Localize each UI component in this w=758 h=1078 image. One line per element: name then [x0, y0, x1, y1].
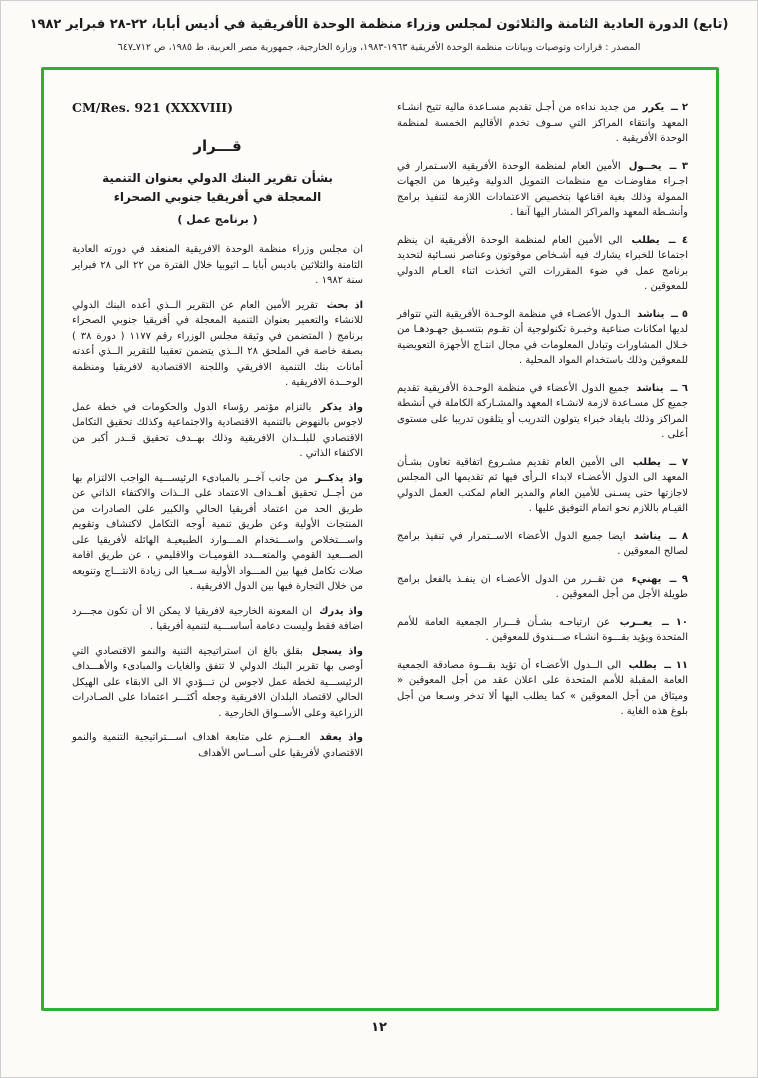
paragraph-number: ٣ ــ: [669, 160, 688, 172]
operative-paragraph: [397, 159, 688, 221]
paragraph-number: ٩ ــ: [669, 573, 688, 585]
paragraph-lead-word: واذ يسجل: [311, 645, 364, 657]
resolution-reference: CM/Res. 921 (XXXVIII): [72, 100, 234, 115]
operative-paragraph: [397, 615, 688, 646]
paragraph-number: ١١ ــ: [664, 659, 689, 671]
paragraph-text: ايضا جميع الدول الأعضاء الاســتمرار في تنفيذ برامج لصالح المعوقين .: [397, 530, 688, 557]
paragraph-lead-word: يناشد: [637, 308, 665, 320]
paragraph-lead-word: يناشد: [633, 530, 662, 542]
header-session-title: (تابع) الدورة العادية الثامنة والثلاثون لمجلس وزراء منظمة الوحدة الأفريقية في أديس أبابا، ٢٢-٢٨ فبراير ١٩٨٢: [29, 17, 729, 32]
preamble-paragraphs: [72, 242, 363, 761]
paragraph-text: من جديد نداءه من أجـل تقديم مسـاعدة مالية تتيح انشـاء المعهد وانتقاء المراكز التي سـوف تخدم الأقاليم الخمسة لمنظمة الوحدة الأفريقية .: [397, 102, 688, 144]
paragraph-text: من جانب آخــر بالمبادىء الرئيســـية الواجب الالتزام بها من أجــل تحقيق أهــداف الاعتماد على الــذات والاكتفاء الذاتي عن طريق الحد من اعتماد أفريقيا الحالي والكبير على الصادرات من المنتجات الأولية وعن طريق تنمية أوجه التكامل لاكتشاف وتقويم واســـتخلاص واســـتخدام المـــوارد الطبيعيـة الهائلة لأفريقيا على الصـــعيد القومي والمتعـــدد القوميـات والاقليمي ، عن طريق اقامة صلات تكامل فيها بين المـــواد الأولية ســعيا الى زيادة الانتـــاج وتنويعه من خلال التجارة فيها بين الدول الافريقية .: [72, 472, 363, 593]
operative-paragraphs-column: [397, 100, 688, 988]
paragraph-text: الى الأمين العام تقديم مشـروع اتفاقية تعاون بشـأن المعهد الى الدول الأعضـاء لابداء الـرأى فيها ثم تقديمها الى المجلس لاجازتها حتى يسـنى للأمين العام والمدير العام لمكتب العمل الدولي القيـام باللازم نحو اتمام التوفيق عليها .: [397, 456, 688, 514]
operative-paragraph: [397, 100, 688, 147]
preamble-paragraph: [72, 730, 363, 761]
paragraph-lead-word: واذ يذكر: [320, 401, 364, 413]
paragraph-lead-word: يطلب: [632, 456, 661, 468]
resolution-title: قـــرار: [193, 137, 242, 155]
paragraph-text: الأمين العام لمنظمة الوحدة الأفريقية الاسـتمرار في اجـراء مفاوضـات مع منظمات التمويل الدولية وغيرها من الجهات الممولة وذلك بغية اقناعها بتخصيص الاعتمادات اللازمة لتنفيذ برامج وأنشـطة المعهد والمراكز المشار اليها آنفا .: [397, 160, 688, 218]
paragraph-text: من تقــرر من الدول الأعضـاء ان ينفـذ بالفعل برامج طويلة الأجل من أجل المعوقين .: [397, 573, 688, 600]
paragraph-text: الى الــدول الأعضـاء أن تؤيد بقـــوة مصادقة الجمعية العامة المقبلة للأمم المتحدة على اعلان عقد من أجل المعوقين « وميثاق من أجل المعوقين » كما يطلب اليها ألا تدخر وسـعا من أجل بلوغ هذه الغاية .: [397, 659, 688, 717]
operative-paragraph: [397, 529, 688, 560]
preamble-paragraph: [72, 242, 363, 289]
preamble-paragraph: [72, 298, 363, 391]
paragraph-text: عن ارتياحـه بشـأن قـــرار الجمعية العامة للأمم المتحدة ويؤيد بقـــوة انشـاء صـــندوق للمعوقين .: [397, 616, 688, 643]
paragraph-number: ١٠ ــ: [661, 616, 688, 628]
operative-paragraph: [397, 307, 688, 369]
paragraph-lead-word: يناشد: [636, 382, 664, 394]
green-frame: [41, 67, 719, 1011]
paragraph-text: الى الأمين العام لمنظمة الوحدة الأفريقية ان ينظم اجتماعا للخبراء يشارك فيه أشـخاص موقوتون وعناصر نسـائية لتحديد برنامج عمل في ضوء المقررات التي اتخذت اثناء العـام الدولي للمعوقين .: [397, 234, 688, 292]
preamble-paragraph: [72, 604, 363, 635]
paragraph-text: بالتزام مؤتمر رؤساء الدول والحكومات في خطة عمل لاجوس بالنهوض بالتنمية الاقتصادية والاجتماعية وكذلك تحقيق التكامل الاقتصادي للبلــدان الافريقية وذلك بهــدف تحقيق قــدر أكبر من الاكتفاء الذاتي .: [72, 401, 363, 460]
paragraph-number: ٧ ــ: [669, 456, 688, 468]
paragraph-number: ٨ ــ: [669, 530, 688, 542]
paragraph-text: ان المعونة الخارجية لافريقيا لا يمكن الا أن تكون مجـــرد اضافة فقط وليست دعامة أساســـية لتنمية أفريقيا .: [72, 605, 363, 633]
resolution-preamble-column: [72, 100, 363, 988]
preamble-paragraph: [72, 400, 363, 462]
paragraph-number: ٦ ــ: [670, 382, 688, 394]
paragraph-text: العـــزم على متابعة اهداف اســـتراتيجية التنمية والنمو الاقتصادي لأفريقيا على أســاس الأهداف: [72, 732, 363, 759]
paragraph-lead-word: اذ بحث: [326, 299, 363, 311]
preamble-paragraph: [72, 644, 363, 722]
preamble-paragraph: [72, 471, 363, 595]
paragraph-lead-word: واذ يذكــر: [315, 472, 363, 484]
page-number: ١٢: [371, 1020, 387, 1035]
document-header: [1, 17, 757, 53]
operative-paragraph: [397, 455, 688, 517]
paragraph-lead-word: واذ يدرك: [319, 605, 363, 617]
paragraph-text: تقرير الأمين العام عن التقرير الــذي أعده البنك الدولي للانشاء والتعمير بعنوان التنمية المعجلة في أفريقيا جنوبي الصحراء برنامج ( المتضمن في وثيقة مجلس الوزراء رقم ١١٧٧ ( دورة ٣٨ ) بصفة خاصة في الملحق ٢٨ الــذي يتضمن تعقيبا للتقرير الــذي أعدته أمانات بنك التنمية الافريقي واللجنة الاقتصادية لافريقيا ومنظمة الوحــدة الافريقية .: [72, 299, 364, 389]
paragraph-lead-word: يهنيء: [631, 573, 662, 585]
operative-paragraph: [397, 572, 688, 603]
operative-paragraph: [397, 658, 688, 720]
paragraph-number: ٢ ــ: [671, 102, 689, 113]
paragraph-text: بقلق بالغ ان استراتيجية التنية والنمو الاقتصادي التي أوصى بها تقرير البنك الدولي لا تتفق والغايات والمبادىء والأهـــداف الرئيســـية لخطة عمل لاجوس لن تـــؤدي الا الى الابقاء على الهيكل الحالي لاقتصاد البلدان الافريقية وجعله أكثـــر اعتمادا على الصـادرات الزراعية وعلى الأســواق الخارجية .: [72, 645, 363, 719]
header-source-line: المصدر : قرارات وتوصيات وبيانات منظمة الوحدة الأفريقية ١٩٦٣-١٩٨٣، وزارة الخارجية، جمهورية مصر العربية، ط ١٩٨٥، ص ٧١٢ـ٦٤٧: [117, 42, 641, 53]
paragraph-lead-word: يعــرب: [619, 616, 653, 628]
paragraph-lead-word: يكرر: [642, 102, 665, 113]
paragraph-number: ٤ ــ: [668, 234, 688, 246]
resolution-subject-note: ( برنامج عمل ): [177, 213, 258, 227]
resolution-subject: بشأن تقرير البنك الدولي بعنوان التنمية المعجلة في أفريقيا جنوبي الصحراء: [102, 171, 333, 205]
paragraph-number: ٥ ــ: [671, 308, 688, 320]
paragraph-lead-word: واذ يعقد: [319, 732, 364, 744]
paragraph-lead-word: يخــول: [628, 160, 662, 172]
paragraph-text: جميع الدول الأعضاء في منظمة الوحـدة الأفريقية تقديم جميع كل مسـاعدة لازمة لانشـاء المعهد والمشـاركة الكاملة في أنشطة المراكز وذلك بايفاد خبراء يتولون التدريب أو يتلقون تدريبا على مستوى أعلى .: [397, 382, 688, 440]
paragraph-lead-word: يطلب: [631, 234, 660, 246]
operative-paragraph: [397, 381, 688, 443]
two-column-layout: [72, 100, 688, 988]
paragraph-text: ان مجلس وزراء منظمة الوحدة الافريقية المنعقد في دورته العادية الثامنة والثلاثين باديس أبابا ــ اثيوبيا خلال الفترة من ٢٢ الى ٢٨ فبراير سنة ١٩٨٢ .: [72, 244, 363, 287]
paragraph-lead-word: يطلب: [628, 659, 657, 671]
operative-paragraph: [397, 233, 688, 295]
paragraph-text: الـدول الأعضـاء في منظمة الوحـدة الأفريقية التي تتوافر لديها امكانات صناعية وخبـرة تكنولوجية أن تقـوم بتنسـيق جهـودهـا من خـلال المشاورات وتبادل المعلومات في مجال انتـاج الأجهزة التعويضية للمعوقين وذلك باستخدام المواد المحلية .: [397, 308, 688, 366]
